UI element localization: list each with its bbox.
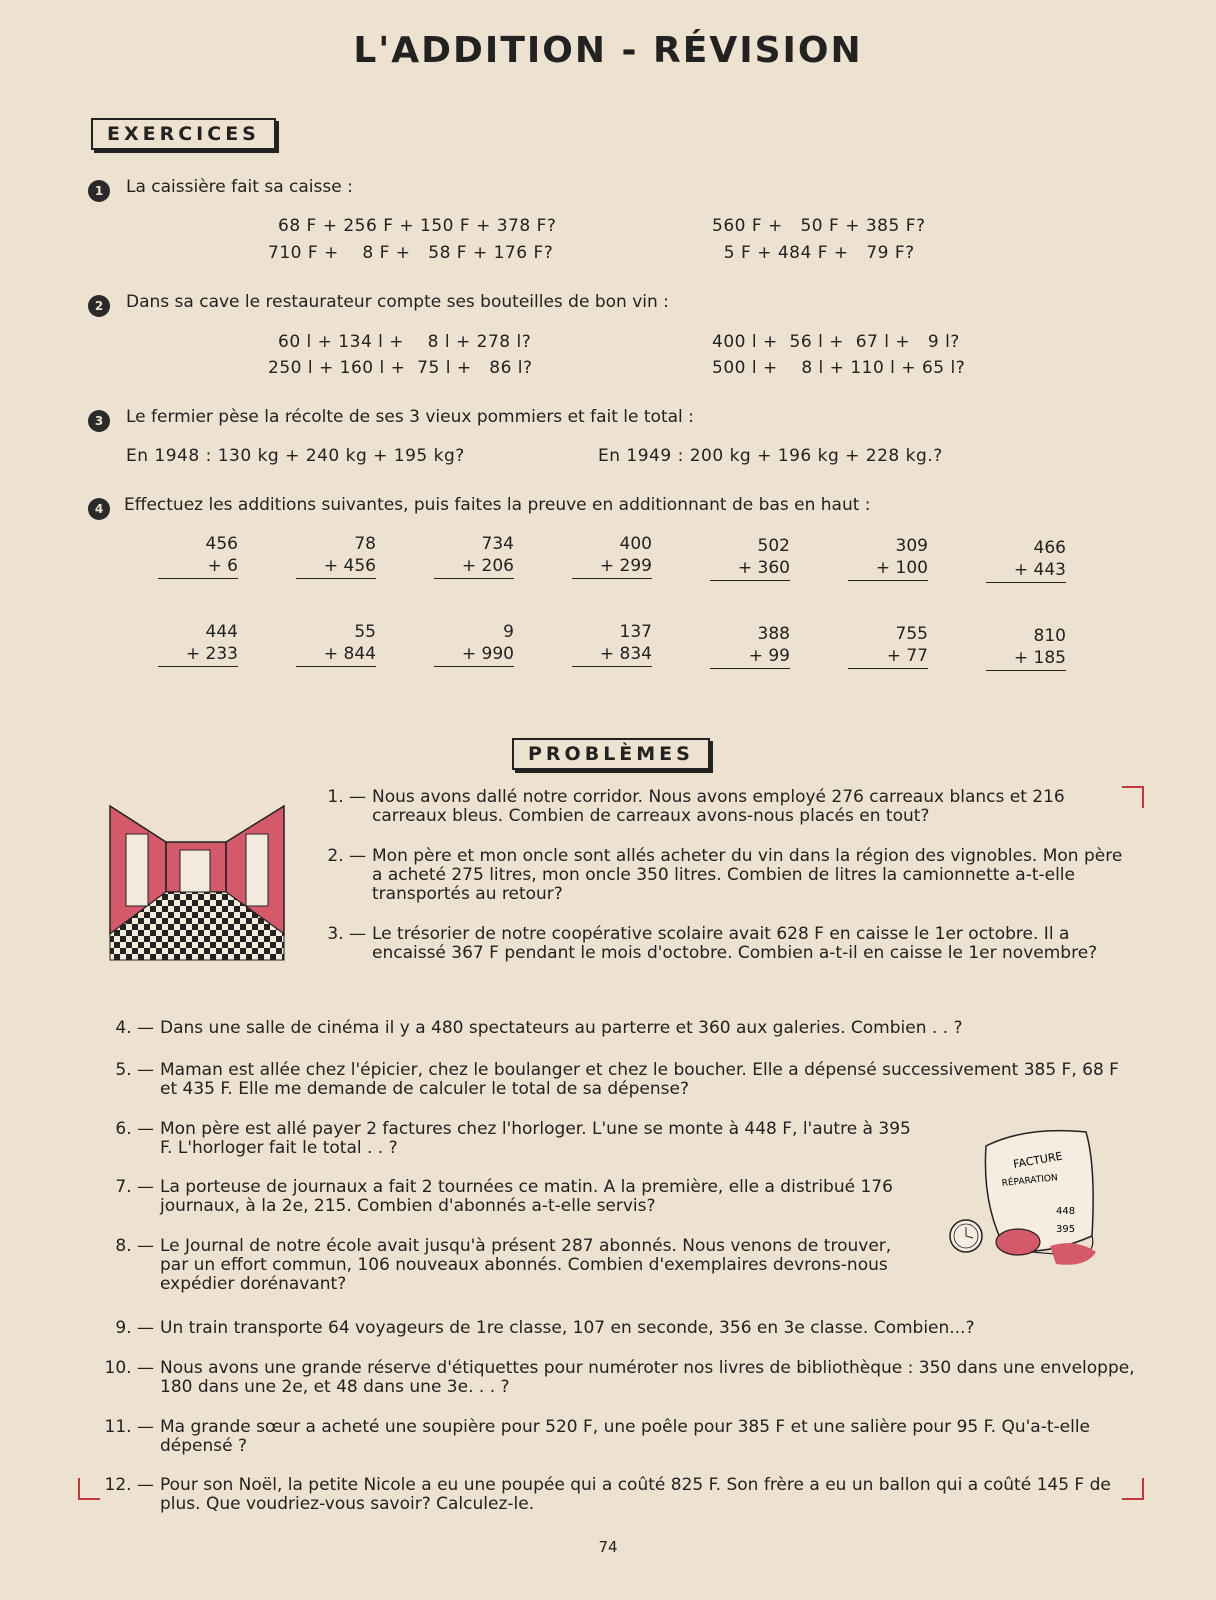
problem-item (115, 1177, 920, 1216)
problem-text: Maman est allée chez l'épicier, chez le boulanger et chez le boucher. Elle a dépensé successivement 385 F, 68 F et 435 F. Elle me demande de calculer le total de sa dépense? (160, 1060, 1119, 1099)
addition-top: 502 (757, 536, 790, 556)
invoice-subheading: RÉPARATION (1001, 1173, 1059, 1189)
addition-bottom: + 185 (986, 648, 1066, 671)
page-number: 74 (598, 1538, 618, 1556)
corner-mark (1122, 786, 1144, 808)
problem-number: 5. — (115, 1060, 154, 1080)
addition-problem (986, 626, 1066, 671)
addition-problem (572, 534, 652, 579)
exercise-1-line: 710 F + 8 F + 58 F + 176 F? (268, 243, 554, 263)
problem-text: Un train transporte 64 voyageurs de 1re classe, 107 en seconde, 356 en 3e classe. Combien...? (160, 1318, 975, 1338)
addition-top: 400 (619, 534, 652, 554)
exercise-3-line: En 1948 : 130 kg + 240 kg + 195 kg? (126, 446, 465, 466)
addition-bottom: + 990 (434, 644, 514, 667)
addition-bottom: + 77 (848, 646, 928, 669)
addition-problem (434, 534, 514, 579)
addition-bottom: + 844 (296, 644, 376, 667)
addition-top: 388 (757, 624, 790, 644)
problem-item (115, 1236, 920, 1294)
problem-text: Le trésorier de notre coopérative scolaire avait 628 F en caisse le 1er octobre. Il a encaissé 367 F pendant le mois d'octobre. Combien a-t-il en caisse le 1er novembre? (372, 924, 1098, 963)
problem-item (115, 1318, 1136, 1338)
addition-problem (158, 622, 238, 667)
addition-bottom: + 206 (434, 556, 514, 579)
addition-problem (710, 536, 790, 581)
addition-problem (572, 622, 652, 667)
problem-number: 8. — (115, 1236, 154, 1256)
exercise-3-statement: Le fermier pèse la récolte de ses 3 vieux pommiers et fait le total : (126, 407, 694, 427)
problemes-heading: PROBLÈMES (512, 738, 710, 770)
exercise-number-2: 2 (88, 295, 110, 317)
addition-top: 444 (205, 622, 238, 642)
problem-text: Nous avons une grande réserve d'étiquettes pour numéroter nos livres de bibliothèque : 350 dans une enveloppe, 180 dans une 2e, et 48 dans une 3e. . . ? (160, 1358, 1135, 1397)
addition-bottom: + 834 (572, 644, 652, 667)
problem-item (104, 1417, 1136, 1456)
corner-mark (78, 1478, 100, 1500)
exercise-2-line: 500 l + 8 l + 110 l + 65 l? (712, 358, 966, 378)
problem-text: Nous avons dallé notre corridor. Nous avons employé 276 carreaux blancs et 216 carreaux bleus. Combien de carreaux avons-nous placés en tout? (372, 787, 1065, 826)
addition-bottom: + 99 (710, 646, 790, 669)
problem-item (104, 1358, 1136, 1397)
problem-number: 12. — (104, 1475, 154, 1495)
exercise-1-line: 68 F + 256 F + 150 F + 378 F? (278, 216, 557, 236)
problem-number: 6. — (115, 1119, 154, 1139)
exercise-2-line: 60 l + 134 l + 8 l + 278 l? (278, 332, 532, 352)
problem-number: 7. — (115, 1177, 154, 1197)
addition-bottom: + 6 (158, 556, 238, 579)
problem-text: Pour son Noël, la petite Nicole a eu une poupée qui a coûté 825 F. Son frère a eu un ballon qui a coûté 145 F de plus. Que voudriez-vous savoir? Calculez-le. (160, 1475, 1111, 1514)
page-title: L'ADDITION - RÉVISION (353, 30, 863, 71)
invoice-amount: 448 (1056, 1206, 1076, 1217)
problem-item (327, 787, 1136, 826)
addition-top: 55 (354, 622, 376, 642)
addition-top: 466 (1033, 538, 1066, 558)
problem-text: Le Journal de notre école avait jusqu'à présent 287 abonnés. Nous venons de trouver, par un effort commun, 106 nouveaux abonnés. Combien d'exemplaires devrons-nous expédier dorénavant? (160, 1236, 892, 1294)
addition-bottom: + 233 (158, 644, 238, 667)
problem-text: Dans une salle de cinéma il y a 480 spectateurs au parterre et 360 aux galeries. Combien . . ? (160, 1018, 963, 1038)
addition-bottom: + 100 (848, 558, 928, 581)
problem-item (115, 1119, 920, 1158)
addition-top: 137 (619, 622, 652, 642)
problem-item (115, 1060, 1136, 1099)
addition-problem (434, 622, 514, 667)
addition-top: 755 (895, 624, 928, 644)
addition-problem (986, 538, 1066, 583)
addition-problem (710, 624, 790, 669)
exercise-3-line: En 1949 : 200 kg + 196 kg + 228 kg.? (598, 446, 943, 466)
addition-bottom: + 299 (572, 556, 652, 579)
addition-top: 309 (895, 536, 928, 556)
addition-top: 734 (481, 534, 514, 554)
exercise-2-statement: Dans sa cave le restaurateur compte ses bouteilles de bon vin : (126, 292, 669, 312)
addition-top: 78 (354, 534, 376, 554)
exercise-1-statement: La caissière fait sa caisse : (126, 177, 353, 197)
exercise-2-line: 250 l + 160 l + 75 l + 86 l? (268, 358, 533, 378)
addition-bottom: + 443 (986, 560, 1066, 583)
exercices-heading: EXERCICES (91, 118, 276, 150)
problem-text: La porteuse de journaux a fait 2 tournées ce matin. A la première, elle a distribué 176 journaux, à la 2e, 215. Combien d'abonnés a-t-elle servis? (160, 1177, 893, 1216)
invoice-watch-illustration (946, 1126, 1108, 1276)
problem-text: Ma grande sœur a acheté une soupière pour 520 F, une poêle pour 385 F et une salière pour 95 F. Qu'a-t-elle dépensé ? (160, 1417, 1091, 1456)
problem-number: 10. — (104, 1358, 154, 1378)
problem-item (104, 1475, 1136, 1514)
exercise-number-4: 4 (88, 498, 110, 520)
addition-bottom: + 360 (710, 558, 790, 581)
problem-text: Mon père est allé payer 2 factures chez l'horloger. L'une se monte à 448 F, l'autre à 395 F. L'horloger fait le total . . ? (160, 1119, 911, 1158)
addition-problem (296, 534, 376, 579)
problem-number: 9. — (115, 1318, 154, 1338)
problem-text: Mon père et mon oncle sont allés acheter du vin dans la région des vignobles. Mon père a acheté 275 litres, mon oncle 350 litres. Combien de litres la camionnette a-t-elle transportés au retour? (372, 846, 1123, 904)
invoice-heading: FACTURE (1012, 1149, 1064, 1171)
problem-number: 11. — (104, 1417, 154, 1437)
corridor-illustration (108, 804, 286, 962)
problem-item (327, 924, 1136, 963)
exercise-number-3: 3 (88, 410, 110, 432)
problem-item (115, 1018, 1136, 1038)
problem-number: 1. — (327, 787, 366, 807)
addition-top: 810 (1033, 626, 1066, 646)
corner-mark (1122, 1478, 1144, 1500)
exercise-1-line: 5 F + 484 F + 79 F? (712, 243, 915, 263)
problem-item (327, 846, 1136, 904)
addition-problem (158, 534, 238, 579)
exercise-4-statement: Effectuez les additions suivantes, puis faites la preuve en additionnant de bas en haut : (124, 495, 871, 515)
addition-bottom: + 456 (296, 556, 376, 579)
exercise-2-line: 400 l + 56 l + 67 l + 9 l? (712, 332, 960, 352)
exercise-1-line: 560 F + 50 F + 385 F? (712, 216, 926, 236)
addition-problem (848, 624, 928, 669)
invoice-amount: 395 (1056, 1224, 1076, 1235)
exercise-number-1: 1 (88, 180, 110, 202)
addition-problem (296, 622, 376, 667)
problem-number: 3. — (327, 924, 366, 944)
addition-problem (848, 536, 928, 581)
addition-top: 9 (503, 622, 514, 642)
problem-number: 2. — (327, 846, 366, 866)
addition-top: 456 (205, 534, 238, 554)
problem-number: 4. — (115, 1018, 154, 1038)
